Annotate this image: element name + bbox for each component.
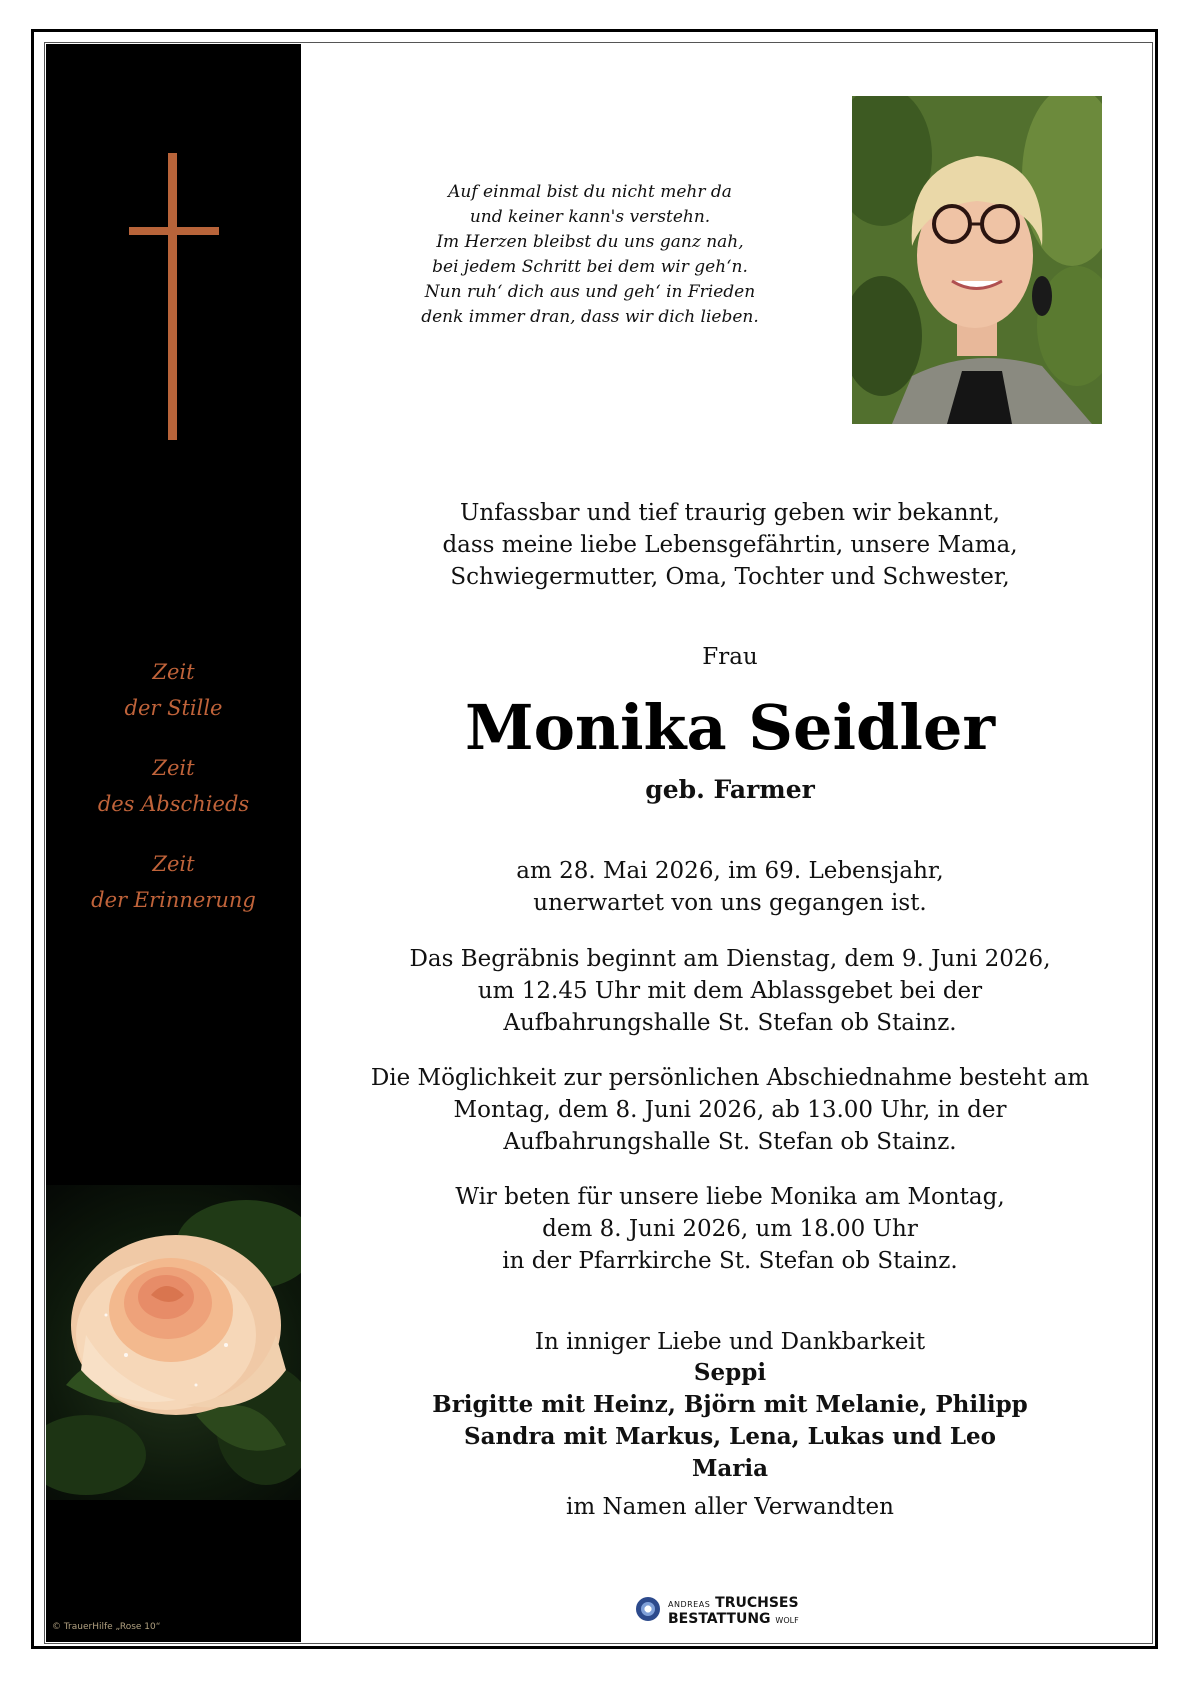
funeral-home-logo: ANDREAS TRUCHSES BESTATTUNG WOLF [636,1594,816,1628]
salutation: Frau [702,644,758,670]
funeral-info: Das Begräbnis beginnt am Dienstag, dem 9. Juni 2026, um 12.45 Uhr mit dem Ablassgebet bei der Aufbahrungshalle St. Stefan ob Stainz. [409,946,1051,1036]
announcement-intro: Unfassbar und tief traurig geben wir bekannt, dass meine liebe Lebensgefährtin, unsere Mama, Schwiegermutter, Oma, Tochter und Schwester, [442,500,1018,590]
prayer-info: Wir beten für unsere liebe Monika am Montag, dem 8. Juni 2026, um 18.00 Uhr in der Pfarrkirche St. Stefan ob Stainz. [455,1184,1005,1274]
sidebar-verse-erinnerung: Zeit der Erinnerung [91,852,256,912]
maiden-name: geb. Farmer [645,775,815,804]
relatives-line: im Namen aller Verwandten [566,1494,894,1520]
mourner-line: Brigitte mit Heinz, Björn mit Melanie, Philipp [432,1391,1028,1418]
death-info: am 28. Mai 2026, im 69. Lebensjahr, unerwartet von uns gegangen ist. [516,858,944,916]
mourner-line: Seppi [693,1359,767,1386]
cross-icon [129,153,219,440]
portrait-photo [852,96,1102,424]
sidebar-verse-abschied: Zeit des Abschieds [97,756,250,816]
sidebar-verse [46,654,301,942]
poem: Auf einmal bist du nicht mehr da und keiner kann's verstehn. Im Herzen bleibst du uns ganz nah, bei jedem Schritt bei dem wir geh‘n. Nun ruh‘ dich aus und geh‘ in Frieden denk immer dran, dass wir dich lieben. [421,182,759,327]
mourner-line: Maria [691,1455,769,1482]
closing-line: In inniger Liebe und Dankbarkeit [534,1329,926,1355]
rose-image [46,1185,301,1500]
mourner-line: Sandra mit Markus, Lena, Lukas und Leo [464,1423,996,1450]
rose-caption: © TrauerHilfe „Rose 10“ [52,1622,161,1632]
deceased-name: Monika Seidler [464,691,996,764]
mourners-list [310,1357,1150,1485]
viewing-info: Die Möglichkeit zur persönlichen Abschiednahme besteht am Montag, dem 8. Juni 2026, ab 13.00 Uhr, in der Aufbahrungshalle St. Stefan ob Stainz. [370,1065,1090,1155]
sidebar-panel [46,44,301,1642]
logo-ring-icon [636,1597,660,1621]
sidebar-verse-stille: Zeit der Stille [124,660,223,720]
